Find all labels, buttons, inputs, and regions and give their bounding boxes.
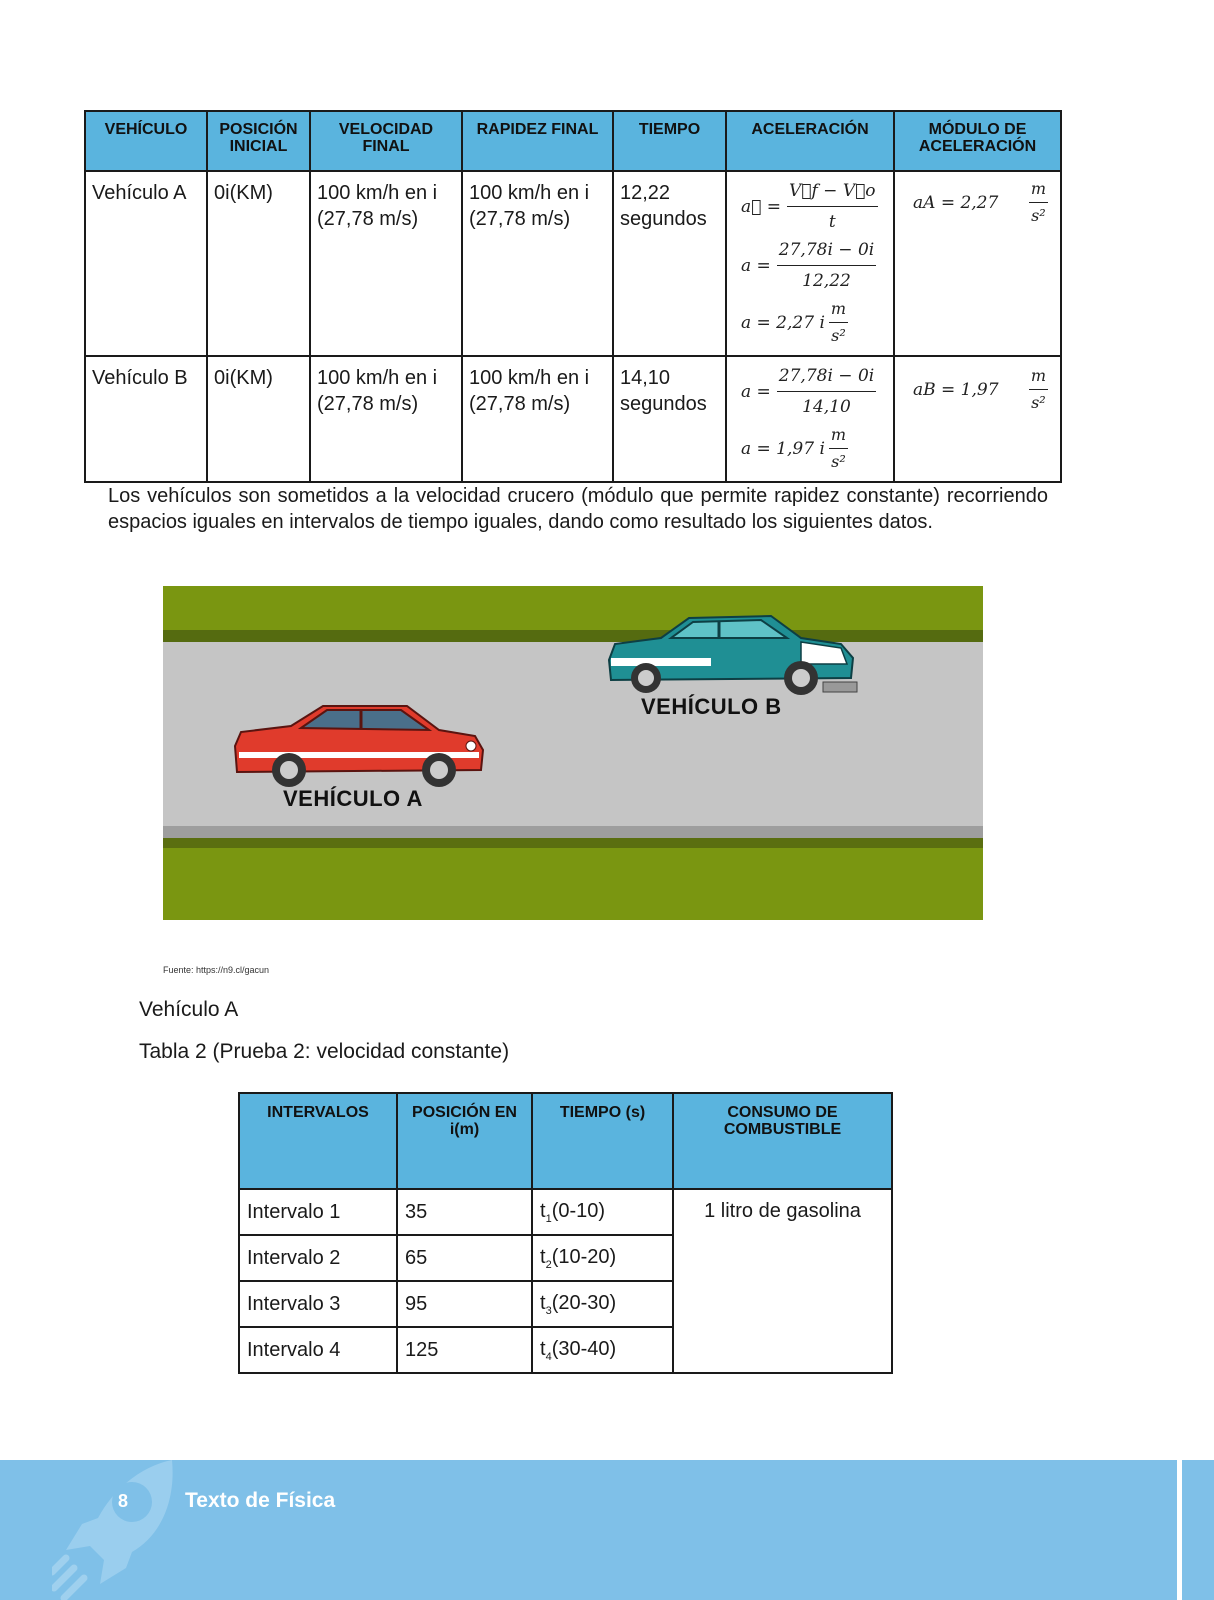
acceleration-result: [741, 296, 887, 349]
time-range: (0-10): [551, 1199, 606, 1222]
time-cell: [532, 1235, 673, 1281]
table-row: [85, 356, 1061, 482]
acceleration-substitution: [741, 363, 887, 420]
fuel-cell: 1 litro de gasolina: [673, 1189, 892, 1373]
unit-denominator: s²: [831, 452, 846, 471]
formula-numerator: 27,78i − 0i: [777, 363, 876, 392]
formula-lhs: a =: [741, 381, 771, 402]
acceleration-substitution: [741, 237, 887, 294]
time-range: (10-20): [551, 1245, 617, 1268]
vehicle-cell: Vehículo A: [85, 171, 207, 356]
position-cell: 35: [397, 1189, 532, 1235]
time-cell: [532, 1189, 673, 1235]
vehicle-cell: Vehículo B: [85, 356, 207, 482]
road-illustration: [163, 586, 983, 920]
section-heading: Vehículo A: [139, 998, 239, 1021]
vehicle-a-car-icon: [231, 698, 491, 790]
time-symbol: t: [540, 1337, 546, 1360]
image-source: Fuente: https://n9.cl/gacun: [163, 965, 270, 975]
header-time: TIEMPO: [613, 111, 726, 171]
time-cell: 14,10 segundos: [613, 356, 726, 482]
time-subscript: 1: [545, 1212, 552, 1225]
time-cell: [532, 1281, 673, 1327]
formula-denominator: t: [828, 212, 836, 232]
time-range: (30-40): [551, 1337, 617, 1360]
road-edge-bottom: [163, 838, 983, 848]
initial-position-cell: 0i(KM): [207, 171, 310, 356]
table-caption: Tabla 2 (Prueba 2: velocidad constante): [139, 1040, 510, 1063]
acceleration-cell: [726, 171, 894, 356]
time-symbol: t: [540, 1199, 546, 1222]
rocket-icon: [52, 1458, 182, 1600]
module-formula: [913, 176, 1052, 229]
position-cell: 95: [397, 1281, 532, 1327]
footer-edge-strip: [1182, 1460, 1214, 1600]
header-final-speed: RAPIDEZ FINAL: [462, 111, 613, 171]
initial-position-cell: 0i(KM): [207, 356, 310, 482]
formula-lhs: a =: [741, 255, 771, 276]
interval-cell: Intervalo 1: [239, 1189, 397, 1235]
header-vehicle: VEHÍCULO: [85, 111, 207, 171]
vehicle-b-label: VEHÍCULO B: [641, 694, 782, 719]
formula-lhs: a = 2,27 i: [741, 312, 825, 333]
time-cell: [532, 1327, 673, 1373]
unit-numerator: m: [829, 296, 848, 323]
header-initial-position: POSICIÓN INICIAL: [207, 111, 310, 171]
table-row: [239, 1189, 892, 1235]
time-symbol: t: [540, 1245, 546, 1268]
acceleration-cell: [726, 356, 894, 482]
vehicle-a-label: VEHÍCULO A: [283, 786, 423, 811]
unit-numerator: m: [1029, 363, 1048, 390]
formula-lhs: a = 1,97 i: [741, 438, 825, 459]
book-title: Texto de Física: [185, 1489, 336, 1512]
unit-numerator: m: [829, 422, 848, 449]
page-number: 8: [118, 1491, 129, 1511]
formula-numerator: V⃗f − V⃗o: [787, 178, 878, 207]
unit-denominator: s²: [1031, 393, 1046, 412]
formula-lhs: a⃗ =: [741, 196, 781, 217]
road-curb: [163, 826, 983, 838]
header-final-velocity: VELOCIDAD FINAL: [310, 111, 462, 171]
module-formula: [913, 363, 1052, 416]
header-acceleration-module: MÓDULO DE ACELERACIÓN: [894, 111, 1061, 171]
module-value: aA = 2,27: [913, 192, 999, 213]
header-intervals: INTERVALOS: [239, 1093, 397, 1189]
formula-numerator: 27,78i − 0i: [777, 237, 876, 266]
final-speed-cell: 100 km/h en i (27,78 m/s): [462, 356, 613, 482]
table-row: [85, 171, 1061, 356]
acceleration-formula: [741, 178, 887, 235]
final-velocity-cell: 100 km/h en i (27,78 m/s): [310, 356, 462, 482]
interval-cell: Intervalo 4: [239, 1327, 397, 1373]
time-subscript: 4: [545, 1350, 552, 1363]
body-paragraph: Los vehículos son sometidos a la velocidad crucero (módulo que permite rapidez constante) recorriendo espacios iguales en intervalos de tiempo iguales, dando como resultado los siguientes datos.: [108, 485, 1048, 533]
time-subscript: 3: [545, 1304, 552, 1317]
vehicle-b-car-icon: [601, 608, 861, 698]
table-header-row: [85, 111, 1061, 171]
acceleration-result: [741, 422, 887, 475]
header-position: POSICIÓN EN i(m): [397, 1093, 532, 1189]
table-header-row: [239, 1093, 892, 1189]
time-symbol: t: [540, 1291, 546, 1314]
formula-denominator: 14,10: [802, 397, 851, 417]
header-acceleration: ACELERACIÓN: [726, 111, 894, 171]
constant-velocity-table: [238, 1092, 893, 1374]
position-cell: 125: [397, 1327, 532, 1373]
position-cell: 65: [397, 1235, 532, 1281]
unit-denominator: s²: [831, 326, 846, 345]
acceleration-module-cell: [894, 171, 1061, 356]
interval-cell: Intervalo 2: [239, 1235, 397, 1281]
final-speed-cell: 100 km/h en i (27,78 m/s): [462, 171, 613, 356]
formula-denominator: 12,22: [802, 271, 851, 291]
time-subscript: 2: [545, 1258, 552, 1271]
time-cell: 12,22 segundos: [613, 171, 726, 356]
acceleration-module-cell: [894, 356, 1061, 482]
header-time: TIEMPO (s): [532, 1093, 673, 1189]
module-value: aB = 1,97: [913, 379, 999, 400]
final-velocity-cell: 100 km/h en i (27,78 m/s): [310, 171, 462, 356]
acceleration-table: [84, 110, 1062, 483]
interval-cell: Intervalo 3: [239, 1281, 397, 1327]
time-range: (20-30): [551, 1291, 617, 1314]
unit-numerator: m: [1029, 176, 1048, 203]
header-fuel: CONSUMO DE COMBUSTIBLE: [673, 1093, 892, 1189]
unit-denominator: s²: [1031, 206, 1046, 225]
